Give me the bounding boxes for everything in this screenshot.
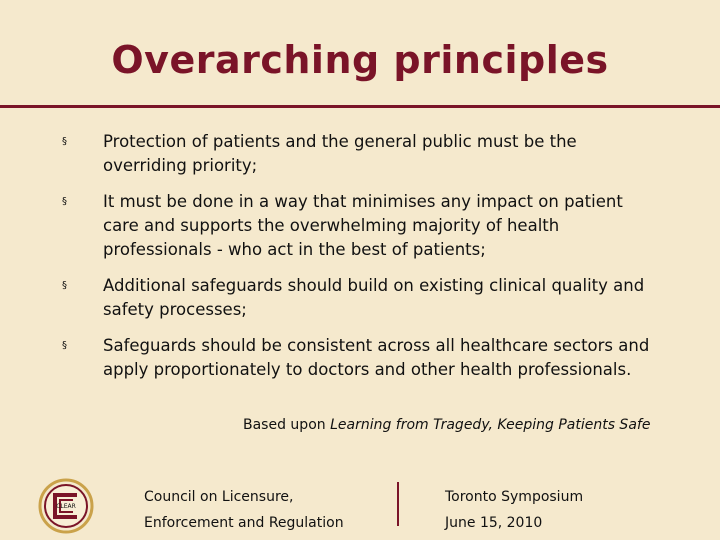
source-citation bbox=[243, 417, 650, 433]
footer-org-line1: Council on Licensure, bbox=[144, 489, 294, 505]
bullet-marker: § bbox=[62, 136, 67, 147]
bullet-text: Additional safeguards should build on existing clinical quality and safety processes; bbox=[103, 276, 645, 319]
bullet-marker: § bbox=[62, 196, 67, 207]
bullet-text: It must be done in a way that minimises any impact on patient care and supports the overwhelming majority of health professionals - who act in the best of patients; bbox=[103, 192, 623, 259]
title-divider bbox=[0, 105, 720, 108]
footer-divider bbox=[397, 482, 399, 526]
logo-text: CLEAR bbox=[56, 503, 76, 510]
page-title: Overarching principles bbox=[111, 38, 609, 82]
footer-event bbox=[445, 484, 583, 536]
source-prefix: Based upon bbox=[243, 417, 331, 433]
source-title: Learning from Tragedy, Keeping Patients Safe bbox=[330, 417, 651, 433]
footer-org bbox=[144, 484, 344, 536]
bullet-marker: § bbox=[62, 280, 67, 291]
footer-event-line2: June 15, 2010 bbox=[445, 515, 543, 531]
footer-event-line1: Toronto Symposium bbox=[445, 489, 584, 505]
bullet-text: Safeguards should be consistent across all healthcare sectors and apply proportionately to doctors and other health professionals. bbox=[103, 336, 650, 379]
clear-logo bbox=[38, 478, 94, 534]
bullet-text: Protection of patients and the general public must be the overriding priority; bbox=[103, 132, 577, 175]
bullet-marker: § bbox=[62, 340, 67, 351]
footer-org-line2: Enforcement and Regulation bbox=[144, 515, 344, 531]
